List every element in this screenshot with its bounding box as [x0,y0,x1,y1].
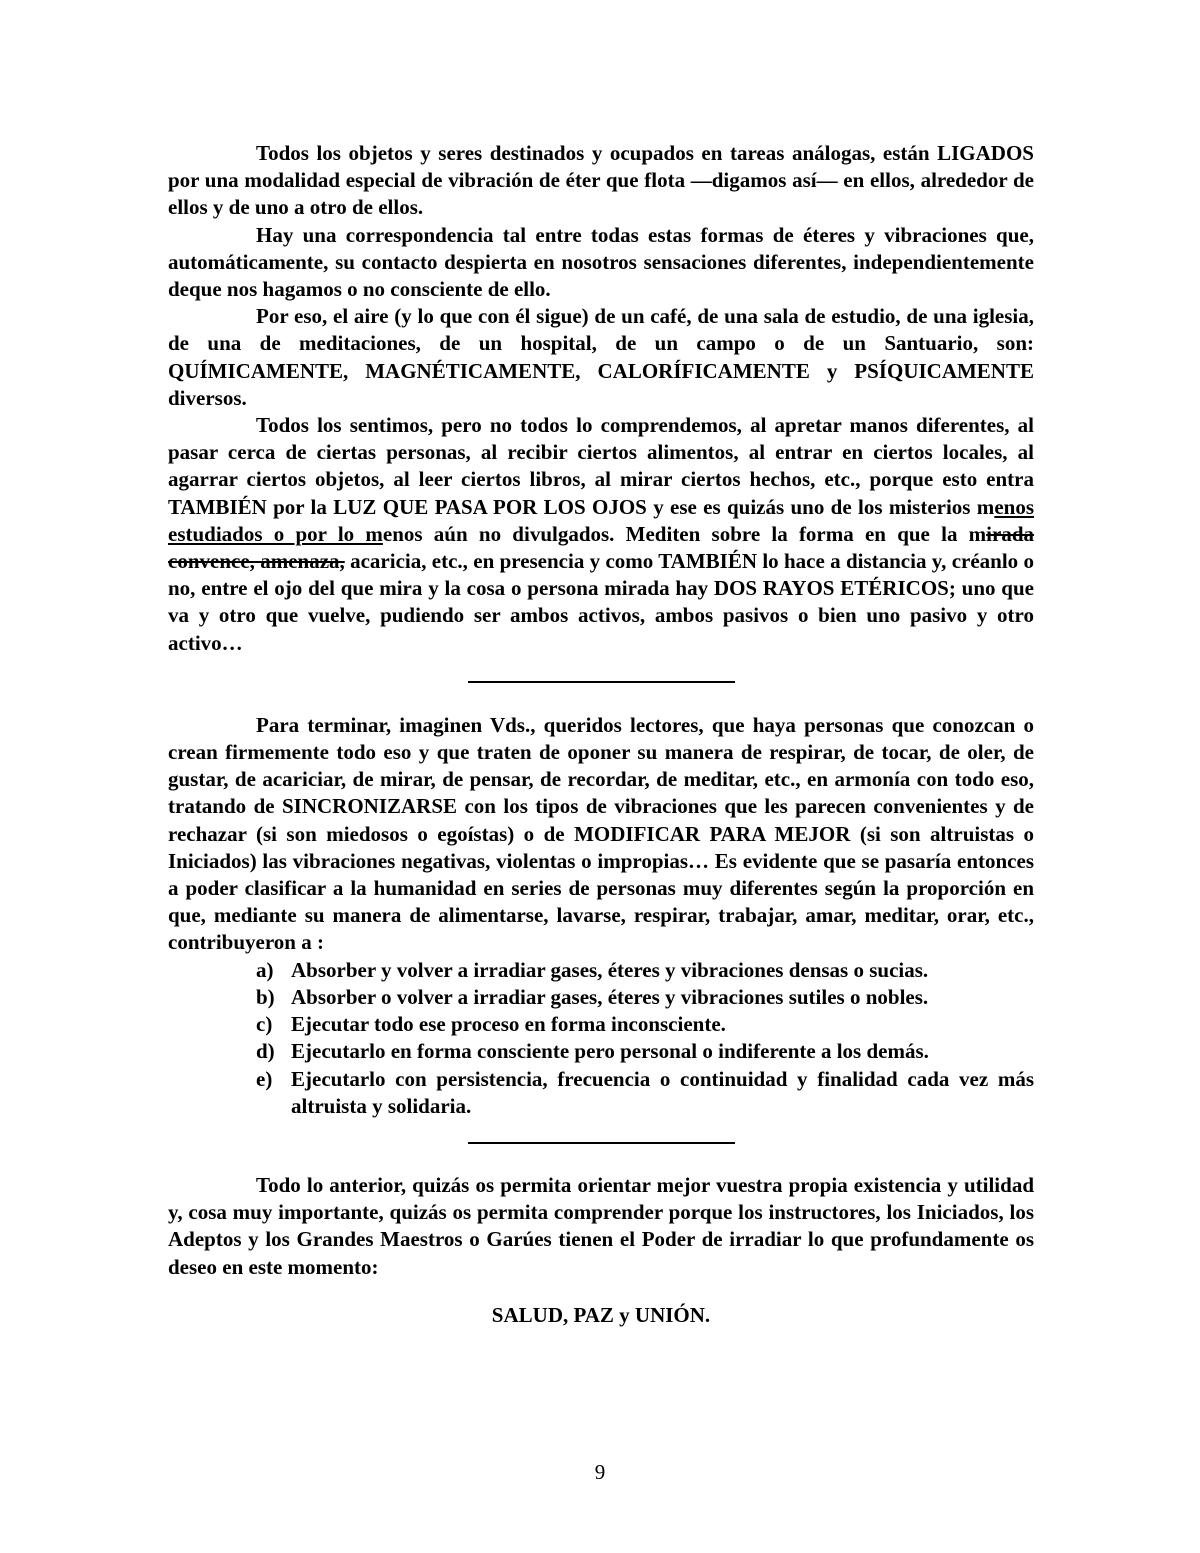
section-divider [468,1142,735,1144]
list-item-text: Ejecutarlo con persistencia, frecuencia o continuidad y finalidad cada vez más altruista y solidaria. [291,1066,1034,1118]
list-item [256,984,1034,1011]
list-item [256,1011,1034,1038]
enumerated-list [168,957,1034,1120]
list-marker: d) [256,1039,275,1064]
list-item-text: Absorber o volver a irradiar gases, éteres y vibraciones sutiles o nobles. [291,984,929,1009]
closing-salutation: SALUD, PAZ y UNIÓN. [491,1302,711,1327]
list-item [256,1038,1034,1065]
list-item [256,957,1034,984]
struck-through-text: irada convence, amenaza, [168,521,1035,574]
paragraph-4 [168,412,1034,657]
list-item-text: Ejecutarlo en forma consciente pero personal o indiferente a los demás. [291,1039,929,1064]
list-item-text: Absorber y volver a irradiar gases, éteres y vibraciones densas o sucias. [291,957,929,982]
paragraph-2: Hay una correspondencia tal entre todas estas formas de éteres y vibraciones que, automáticamente, su contacto despierta en nosotros sensaciones diferentes, independientemente deque nos hagamos o no consciente de ello. [168,222,1034,302]
paragraph-6: Todo lo anterior, quizás os permita orientar mejor vuestra propia existencia y utilidad y, cosa muy importante, quizás os permita comprender porque los instructores, los Iniciados, los Adeptos y los Grandes Maestros o Garúes tienen el Poder de irradiar lo que profundamente os deseo en este momento: [168,1172,1034,1279]
underlined-text: enos estudiados o por lo m [168,494,1034,546]
paragraph-4-part-1: Todos los sentimos, pero no todos lo comprendemos, al apretar manos diferentes, al pasar cerca de ciertas personas, al recibir ciertos alimentos, al entrar en ciertos locales, al agarrar ciertos objetos, al leer ciertos libros, al mirar ciertos hechos, etc., porque esto entra TAMBIÉN por la LUZ QUE PASA POR LOS OJOS y ese es quizás uno de los misterios m [168,413,1034,519]
paragraph-4-part-2: enos aún no divulgados. Mediten sobre la forma en que la m [382,521,987,546]
list-marker: e) [256,1066,273,1091]
list-marker: b) [256,984,275,1009]
page-number: 9 [594,1460,606,1484]
list-item-text: Ejecutar todo ese proceso en forma inconsciente. [291,1012,726,1037]
paragraph-4-part-3: acaricia, etc., en presencia y como TAMBIÉN lo hace a distancia y, créanlo o no, entre el ojo del que mira y la cosa o persona mirada hay DOS RAYOS ETÉRICOS; uno que va y otro que vuelve, pudiendo ser ambos activos, ambos pasivos o bien uno pasivo y otro activo… [168,549,1034,655]
paragraph-1: Todos los objetos y seres destinados y ocupados en tareas análogas, están LIGADOS por una modalidad especial de vibración de éter que flota —digamos así— en ellos, alrededor de ellos y de uno a otro de ellos. [168,141,1034,220]
list-marker: c) [256,1012,273,1037]
section-divider [468,681,735,683]
list-marker: a) [256,957,274,982]
document-page [168,140,1034,1329]
paragraph-5: Para terminar, imaginen Vds., queridos lectores, que haya personas que conozcan o crean firmemente todo eso y que traten de oponer su manera de respirar, de tocar, de oler, de gustar, de acariciar, de mirar, de pensar, de recordar, de meditar, etc., en armonía con todo eso, tratando de SINCRONIZARSE con los tipos de vibraciones que les parecen convenientes y de rechazar (si son miedosos o egoístas) o de MODIFICAR PARA MEJOR (si son altruistas o Iniciados) las vibraciones negativas, violentas o impropias… Es evidente que se pasaría entonces a poder clasificar a la humanidad en series de personas muy diferentes según la proporción en que, mediante su manera de alimentarse, lavarse, respirar, trabajar, amar, meditar, orar, etc., contribuyeron a : [168,712,1034,955]
paragraph-3: Por eso, el aire (y lo que con él sigue) de un café, de una sala de estudio, de una iglesia, de una de meditaciones, de un hospital, de un campo o de un Santuario, son: QUÍMICAMENTE, MAGNÉTICAMENTE, CALORÍFICAMENTE y PSÍQUICAMENTE diversos. [168,304,1034,410]
list-item [256,1066,1034,1120]
